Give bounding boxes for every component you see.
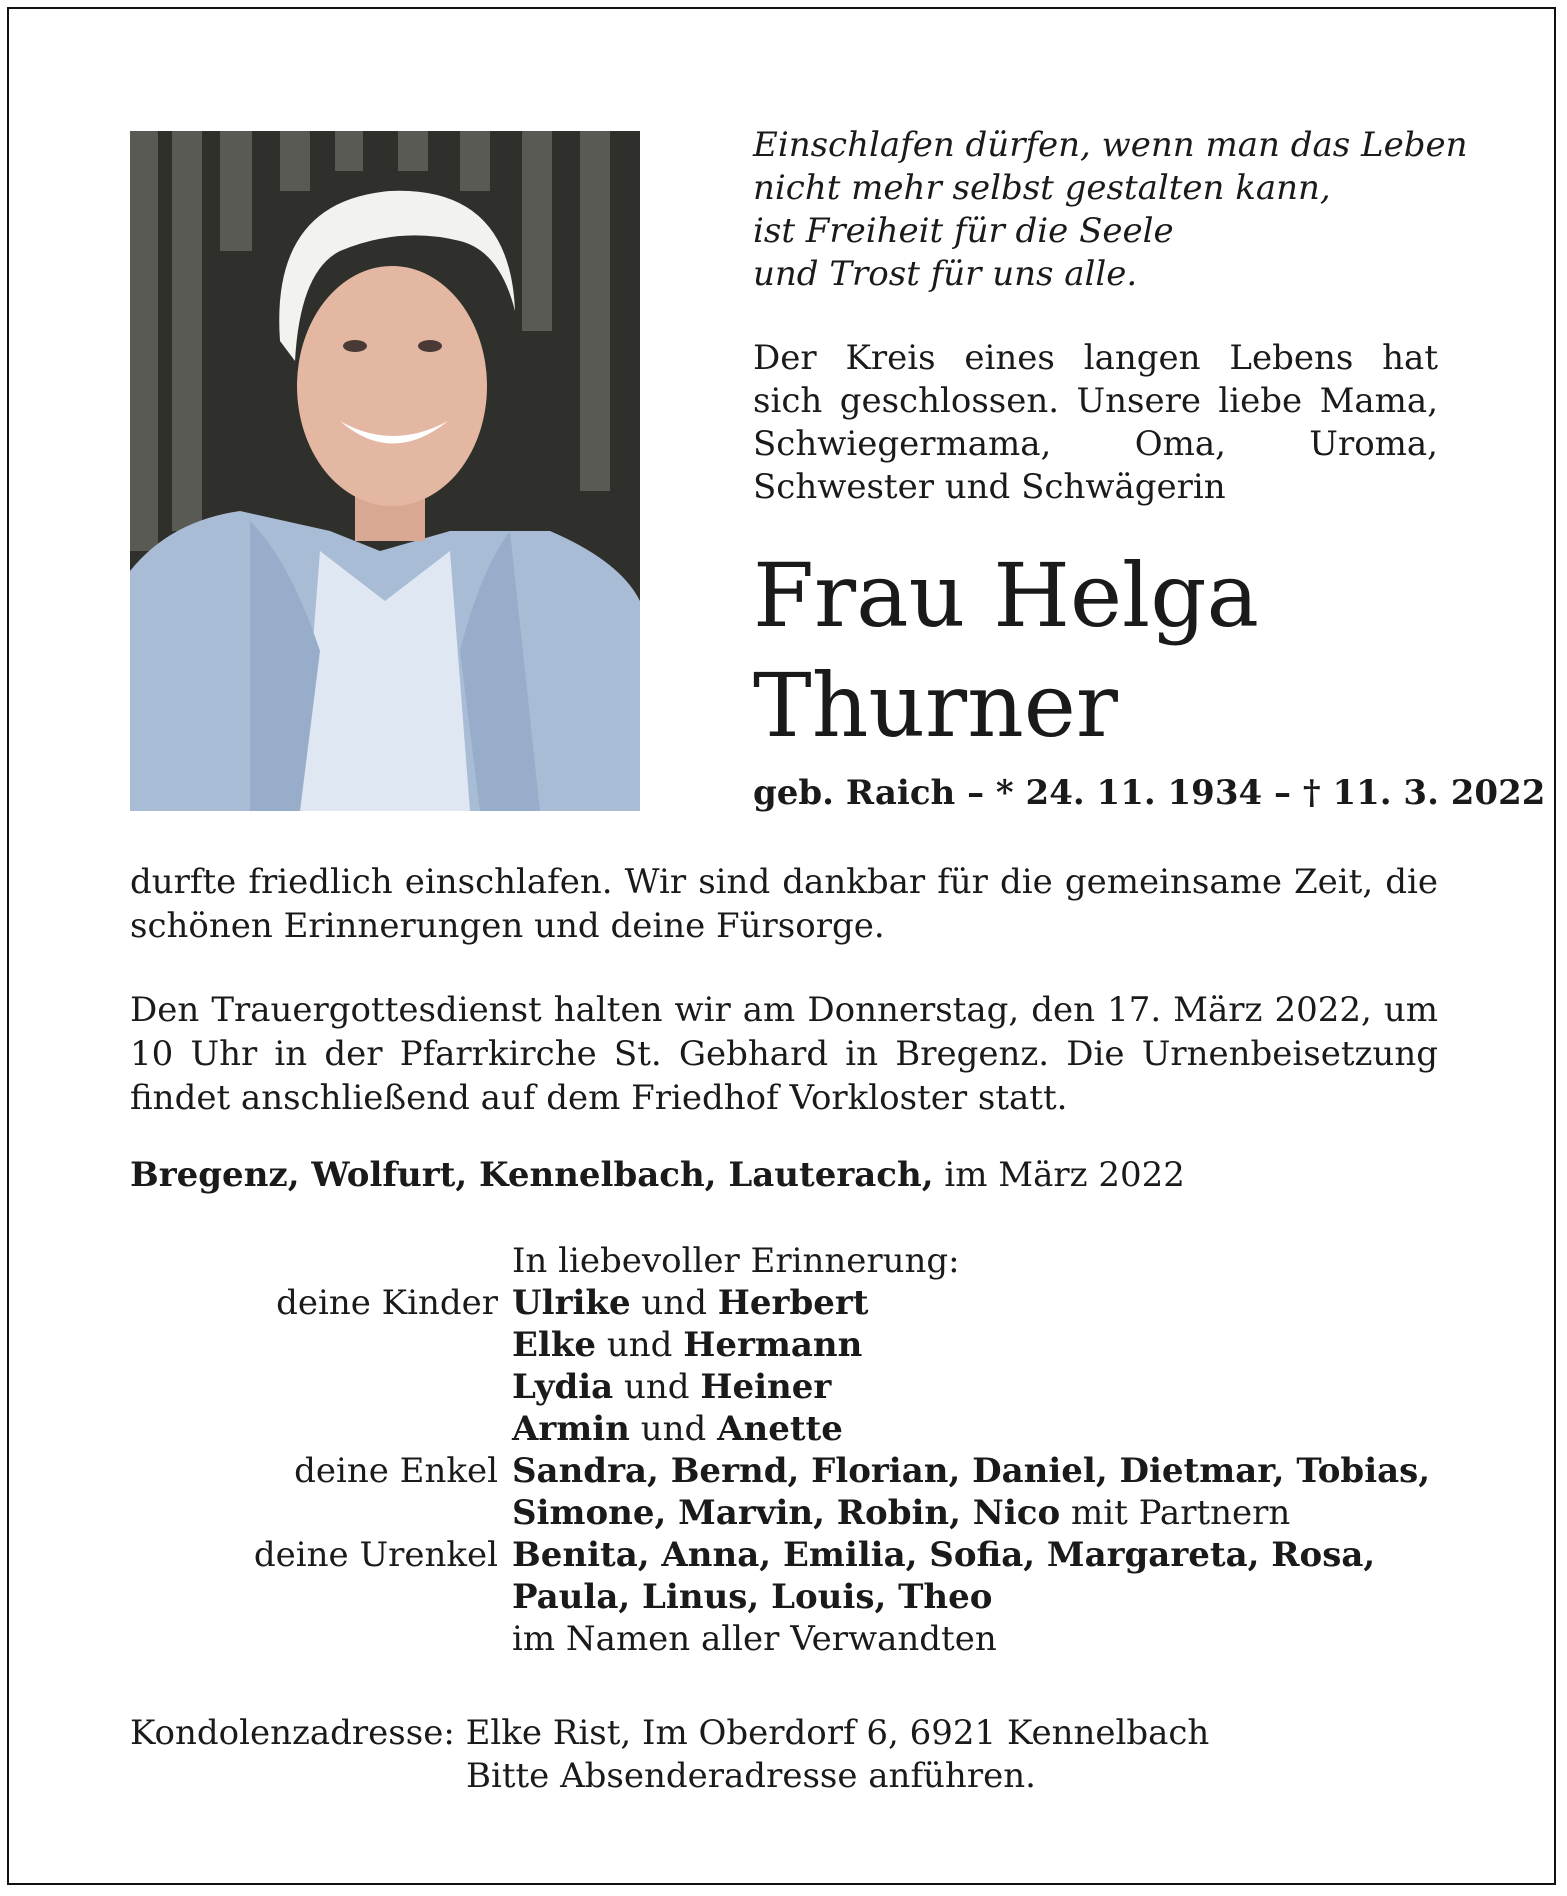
portrait-photo	[130, 131, 640, 811]
intro-line: sich geschlossen. Unsere liebe Mama,	[753, 381, 1438, 421]
announcement-paragraph: durfte friedlich einschlafen. Wir sind dankbar für die gemeinsame Zeit, die schönen Erinnerungen und deine Fürsorge.	[130, 862, 1438, 946]
great-grandchildren-line: Benita, Anna, Emilia, Sofia, Margareta, Rosa,	[512, 1535, 1376, 1575]
intro-line: Schwiegermama, Oma, Uroma,	[753, 424, 1438, 464]
birth-death-dates: geb. Raich – * 24. 11. 1934 – † 11. 3. 2022	[753, 773, 1546, 813]
child-couple: Armin und Anette	[512, 1409, 843, 1449]
grandchildren-line: Simone, Marvin, Robin, Nico mit Partnern	[512, 1493, 1291, 1533]
condolence-note: Bitte Absenderadresse anführen.	[466, 1756, 1036, 1796]
great-grandchildren-line: Paula, Linus, Louis, Theo	[512, 1577, 993, 1617]
poem-line: Einschlafen dürfen, wenn man das Leben	[753, 125, 1468, 165]
intro-text	[753, 337, 1438, 509]
child-couple: Lydia und Heiner	[512, 1367, 832, 1407]
kinder-label: deine Kinder	[276, 1283, 498, 1323]
grandchildren-line: Sandra, Bernd, Florian, Daniel, Dietmar, Tobias,	[512, 1451, 1431, 1491]
poem-line: ist Freiheit für die Seele	[753, 211, 1174, 251]
place-date: im März 2022	[944, 1155, 1185, 1195]
funeral-service-paragraph: Den Trauergottesdienst halten wir am Donnerstag, den 17. März 2022, um 10 Uhr in der Pfarrkirche St. Gebhard in Bregenz. Die Urnenbeisetzung findet anschließend auf dem Friedhof Vorkloster statt.	[130, 990, 1438, 1118]
portrait-image	[130, 131, 640, 811]
enkel-label: deine Enkel	[294, 1451, 498, 1491]
name-line-1: Frau Helga	[753, 544, 1259, 647]
child-couple: Ulrike und Herbert	[512, 1283, 869, 1323]
name-line-2: Thurner	[753, 654, 1118, 757]
intro-line: Schwester und Schwägerin	[753, 467, 1226, 507]
poem-line: nicht mehr selbst gestalten kann,	[753, 168, 1331, 208]
deceased-name	[753, 541, 1259, 761]
mourners-closing: im Namen aller Verwandten	[512, 1619, 997, 1659]
poem-line: und Trost für uns alle.	[753, 254, 1138, 294]
child-couple: Elke und Hermann	[512, 1325, 863, 1365]
place-towns: Bregenz, Wolfurt, Kennelbach, Lauterach,	[130, 1155, 934, 1195]
poem-quote	[753, 124, 1468, 296]
mourners-heading: In liebevoller Erinnerung:	[512, 1241, 960, 1281]
condolence-address: Kondolenzadresse: Elke Rist, Im Oberdorf 6, 6921 Kennelbach	[130, 1713, 1210, 1753]
place-and-date	[130, 1155, 1185, 1195]
mourners-list	[130, 1240, 1470, 1660]
urenkel-label: deine Urenkel	[253, 1535, 498, 1575]
intro-line: Der Kreis eines langen Lebens hat	[753, 338, 1438, 378]
